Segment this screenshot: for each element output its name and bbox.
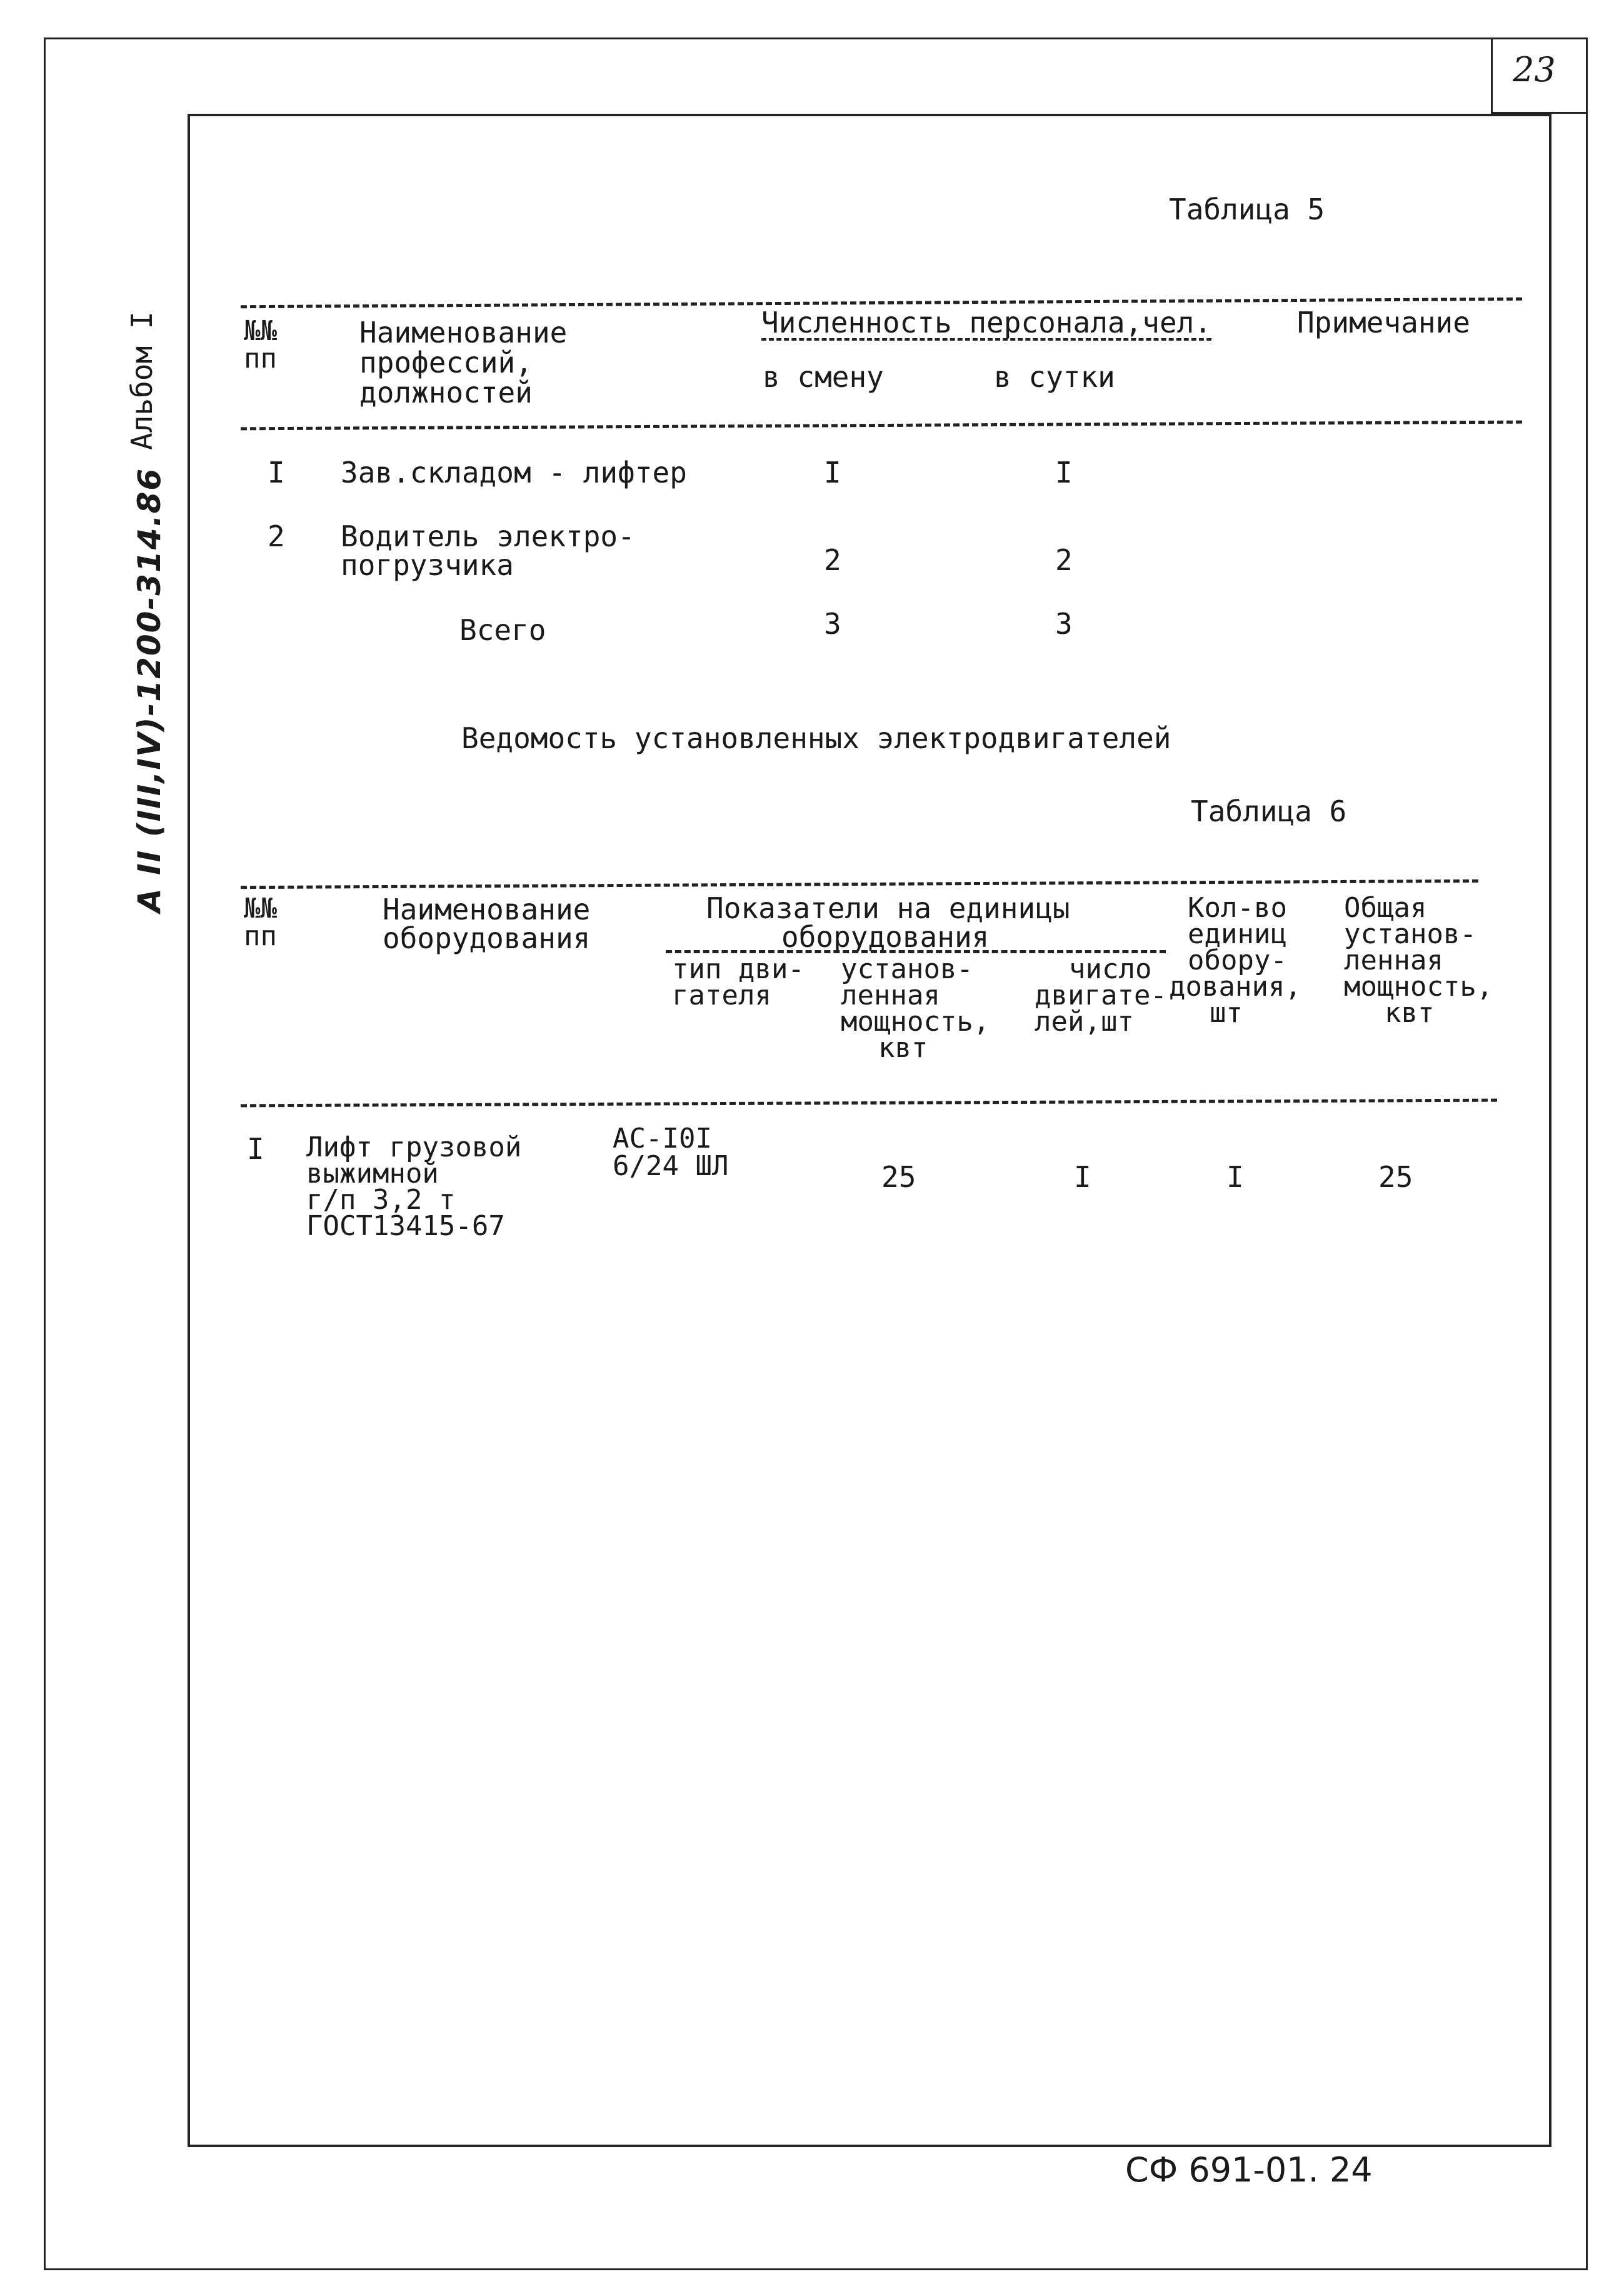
table6-row-name-line1: Лифт грузовой: [306, 1131, 522, 1163]
table5-row1-day: I: [1055, 456, 1073, 489]
table6-header-num-line2: пп: [244, 920, 277, 952]
table6-row-count: I: [1074, 1160, 1091, 1194]
table6-header-units-line1: Кол-во: [1188, 892, 1287, 924]
side-code-text: А II (III,IV)-1200-314.86: [131, 467, 168, 913]
table5-header-num-line2: пп: [244, 343, 277, 374]
table6-header-indicators-line2: оборудования: [781, 920, 990, 954]
table6-caption: Таблица 6: [1191, 794, 1347, 828]
table6-header-units-line2: единиц: [1188, 918, 1287, 950]
table6-row-name-line2: выжимной: [306, 1158, 439, 1190]
table5-row2-day: 2: [1055, 543, 1073, 577]
table6-header-units-line5: шт: [1210, 997, 1243, 1029]
page-number: 23: [1513, 50, 1556, 89]
table6-header-units-line4: дования,: [1169, 971, 1301, 1003]
table6-row-type: [613, 1125, 728, 1180]
table5-header-note: Примечание: [1297, 306, 1470, 339]
table6-row-power: 25: [881, 1160, 916, 1194]
table6-header-name-line2: оборудования: [383, 921, 591, 955]
table6-header-power: [841, 953, 990, 1064]
table5-total-day: 3: [1055, 607, 1073, 641]
statement-title: Ведомость установленных электродвигателей: [461, 721, 1171, 755]
table6-header-units-line3: обору-: [1188, 944, 1287, 976]
table6-header-power-line1: установ-: [841, 953, 973, 985]
table6-header-power-line2: ленная: [841, 979, 940, 1011]
table6-header-total-power-line1: Общая: [1344, 892, 1427, 924]
table6-row-name-line3: г/п 3,2 т: [306, 1184, 456, 1216]
table6-row-units: I: [1226, 1160, 1244, 1194]
table6-row-type-line2: 6/24 ШЛ: [613, 1150, 729, 1182]
table5-header-name-line3: должностей: [359, 376, 533, 409]
table5-caption: Таблица 5: [1169, 193, 1325, 226]
table5-row2-name-line2: погрузчика: [341, 548, 514, 582]
table5-row2-name: [341, 519, 635, 582]
table6-header-name-line1: Наименование: [383, 893, 591, 926]
table6-header-type: [672, 953, 804, 1011]
table5-header-name-line2: профессий,: [359, 346, 533, 379]
table5-header-num-line1: №№: [244, 315, 277, 347]
table6-header-count-line2: двигате-: [1035, 979, 1167, 1011]
table6-header-total-power-line2: установ-: [1344, 918, 1476, 950]
table5-total-shift: 3: [824, 607, 841, 641]
table6-row-type-line1: АС-I0I: [613, 1123, 712, 1155]
table6-header-count-line1: число: [1069, 953, 1152, 985]
table6-header-indicators: [706, 891, 1070, 954]
table5-header-staff: Численность персонала,чел.: [761, 306, 1212, 339]
table6-header-total-power-line5: квт: [1385, 997, 1435, 1029]
table5-header-day: в сутки: [994, 360, 1115, 394]
table6-header-power-line4: квт: [878, 1032, 928, 1064]
table6-header-count-line3: лей,шт: [1035, 1006, 1134, 1038]
document-stamp: СФ 691-01. 24: [1125, 2150, 1373, 2190]
table6-header-type-line2: гателя: [672, 979, 771, 1011]
table5-header-name: [359, 318, 567, 408]
table5-header-shift: в смену: [763, 360, 884, 394]
table6-row-name: [306, 1131, 522, 1242]
table5-row1-shift: I: [824, 456, 841, 489]
table6-header-indicators-line1: Показатели на единицы: [706, 891, 1070, 925]
table6-header-total-power-line4: мощность,: [1344, 971, 1493, 1003]
table6-header-name: [383, 895, 590, 953]
table6-header-units: [1169, 892, 1301, 1029]
table6-header-num-line1: №№: [244, 893, 277, 924]
table6-header-total-power-line3: ленная: [1344, 944, 1443, 976]
table5-total-label: Всего: [459, 613, 546, 647]
table5-row1-num: I: [268, 456, 285, 489]
table5-row2-num: 2: [268, 519, 285, 553]
table5-row2-shift: 2: [824, 543, 841, 577]
table6-row-num: I: [247, 1132, 264, 1166]
table5-row2-name-line1: Водитель электро-: [341, 519, 635, 553]
table5-row1-name: Зав.складом - лифтер: [341, 456, 687, 489]
table6-header-total-power: [1344, 892, 1493, 1029]
table6-row-total-power: 25: [1378, 1160, 1413, 1194]
table5-header-name-line1: Наименование: [359, 316, 568, 349]
table6-header-count: [1035, 953, 1167, 1038]
table6-header-num: [244, 895, 277, 950]
table6-header-type-line1: тип дви-: [672, 953, 804, 985]
table6-row-name-line4: ГОСТ13415-67: [306, 1210, 505, 1242]
table5-header-num: [244, 315, 277, 374]
inner-frame: [188, 114, 1551, 2147]
table6-header-power-line3: мощность,: [841, 1006, 990, 1038]
